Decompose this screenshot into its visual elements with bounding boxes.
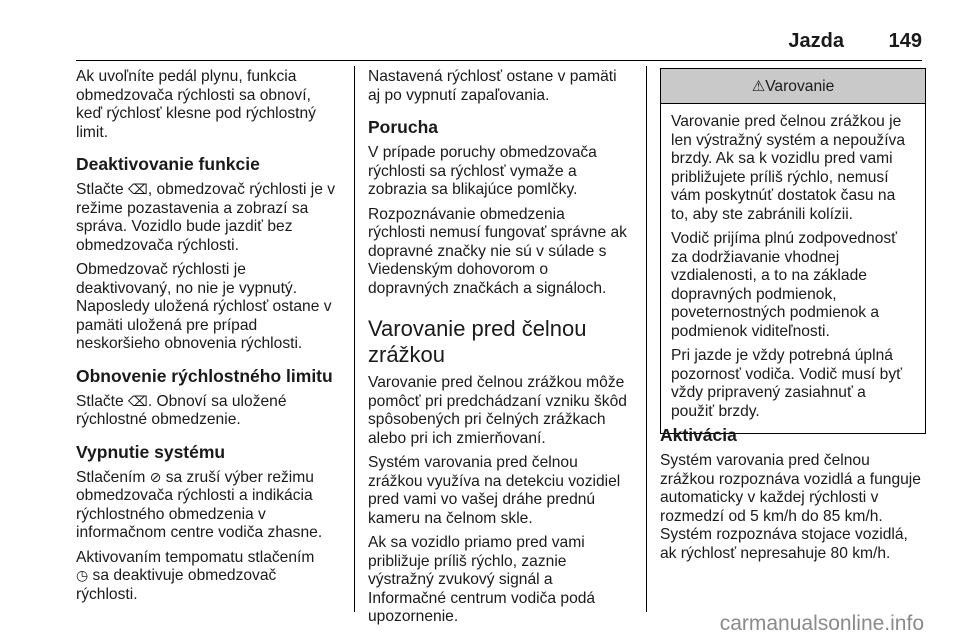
warning-paragraph: Vodič prijíma plnú zodpovednosť za dodržiavanie vhodnej vzdialenosti, a to na základe dopravných podmienok, poveternostných podmienok a podmienok viditeľnosti. [671, 230, 898, 340]
warning-triangle-icon: ⚠ [751, 77, 766, 95]
page-title: Jazda [788, 30, 844, 52]
heading-deaktivovanie: Deaktivovanie funkcie [76, 154, 260, 174]
cruise-control-icon: ◷ [76, 568, 89, 584]
column-divider [646, 66, 647, 612]
column-right-text [660, 425, 930, 569]
paragraph: Ak uvoľníte pedál plynu, funkcia obmedzovača rýchlosti sa obnoví, keď rýchlosť klesne pod rýchlostný limit. [76, 68, 316, 141]
heading-obnovenie: Obnovenie rýchlostného limitu [76, 365, 333, 386]
paragraph: Ak sa vozidlo priamo pred vami približuje príliš rýchlo, zaznie výstražný zvukový signál a Informačné centrum vodiča podá upozornenie. [368, 534, 596, 625]
paragraph: Systém varovania pred čelnou zrážkou využíva na detekciu vozidiel pred vami vo vašej dráhe prednú kameru na čelnom skle. [368, 454, 621, 527]
pause-limiter-icon: ⌫ [128, 182, 148, 198]
warning-paragraph: Pri jazde je vždy potrebná úplná pozornosť vodiča. Vodič musí byť vždy pripravený zasiahnuť a použiť brzdy. [671, 347, 902, 420]
limiter-off-icon: ⊘ [149, 469, 162, 486]
warning-body [661, 104, 925, 433]
heading-aktivacia: Aktivácia [660, 425, 737, 445]
heading-vypnutie: Vypnutie systému [76, 441, 226, 462]
page-number: 149 [888, 30, 922, 52]
paragraph: Nastavená rýchlosť ostane v pamäti aj po vypnutí zapaľovania. [368, 68, 617, 104]
paragraph: Systém varovania pred čelnou zrážkou rozpoznáva vozidlá a funguje automaticky v každej rýchlosti v rozmedzí od 5 km/h do 85 km/h. Systém rozpoznáva stojace vozidlá, ak rýchlosť nepresahuje 80 km/h. [660, 452, 921, 562]
warning-header [661, 69, 925, 104]
heading-varovanie: Varovanie pred čelnou zrážkou [368, 316, 587, 367]
column-middle [368, 68, 636, 633]
warning-box [660, 68, 926, 434]
paragraph: Aktivovaním tempomatu stlačením ◷ sa deaktivuje obmedzovač rýchlosti. [76, 548, 315, 603]
watermark: carmanualsonline.info [719, 612, 924, 635]
paragraph: V prípade poruchy obmedzovača rýchlosti sa rýchlosť vymaže a zobrazia sa blikajúce pomlčky. [368, 144, 597, 198]
header-rule [76, 60, 922, 61]
heading-porucha: Porucha [368, 117, 439, 137]
paragraph: Stlačte ⌫. Obnoví sa uložené rýchlostné obmedzenie. [76, 392, 287, 428]
paragraph: Stlačte ⌫, obmedzovač rýchlosti je v režime pozastavenia a zobrazí sa správa. Vozidlo bude jazdiť bez obmedzovača rýchlosti. [76, 181, 336, 254]
column-divider [354, 66, 355, 612]
column-left [76, 68, 344, 610]
warning-paragraph: Varovanie pred čelnou zrážkou je len výstražný systém a nepoužíva brzdy. Ak sa k vozidlu pred vami približujete príliš rýchlo, nemusí vám poskytnúť dostatok času na to, aby ste zabránili kolízii. [671, 113, 906, 223]
paragraph: Rozpoznávanie obmedzenia rýchlosti nemusí fungovať správne ak dopravné značky nie sú v súlade s Viedenským dohovorom o dopravných značkách a signáloch. [368, 205, 627, 297]
paragraph: Stlačením ⊘ sa zruší výber režimu obmedzovača rýchlosti a indikácia rýchlostného obmedzenia v informačnom centre vodiča zhasne. [76, 468, 323, 541]
paragraph: Obmedzovač rýchlosti je deaktivovaný, no nie je vypnutý. Naposledy uložená rýchlosť ostane v pamäti uložená pre prípad neskoršieho obnovenia rýchlosti. [76, 261, 332, 352]
paragraph: Varovanie pred čelnou zrážkou môže pomôcť pri predchádzaní vzniku škôd spôsobených pri čelných zrážkach alebo pri ich zmierňovaní. [368, 374, 627, 447]
warning-title: Varovanie [765, 78, 835, 95]
page-header [0, 30, 960, 56]
resume-limiter-icon: ⌫ [128, 393, 148, 410]
